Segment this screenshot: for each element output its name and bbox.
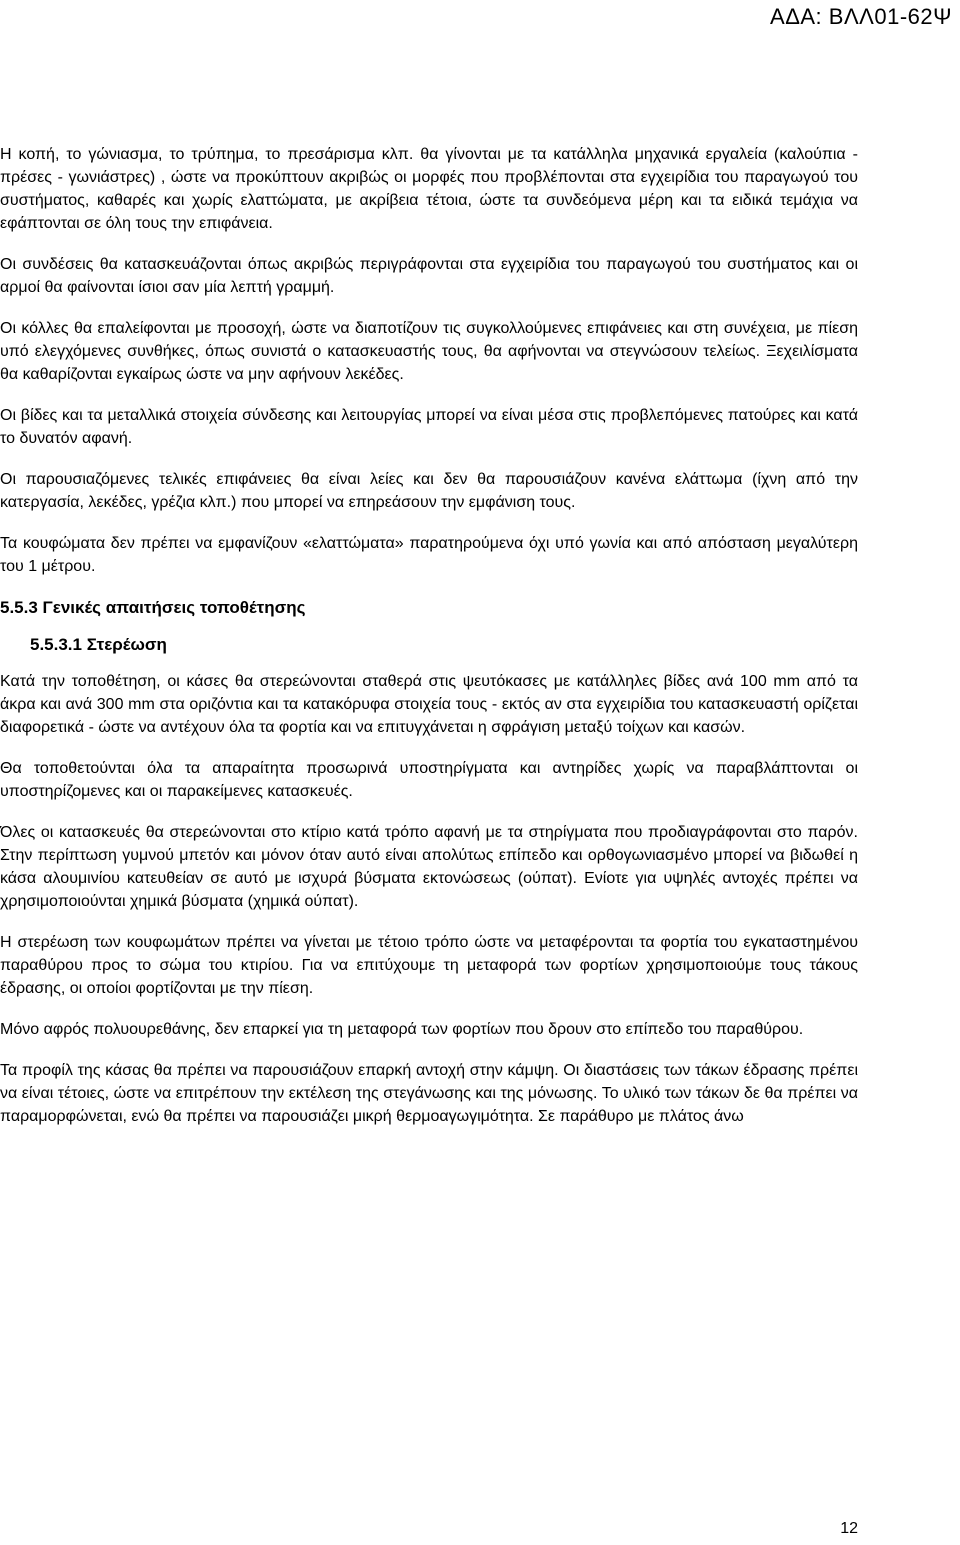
- paragraph-cutting: Η κοπή, το γώνιασμα, το τρύπημα, το πρεσάρισμα κλπ. θα γίνονται με τα κατάλληλα μηχανικά εργαλεία (καλούπια - πρέσες - γωνιάστρες) , ώστε να προκύπτουν ακριβώς οι μορφές που προβλέπονται στα εγχειρίδια του παραγωγού του συστήματος, καθαρές και χωρίς ελαττώματα, με ακρίβεια τέτοια, ώστε τα συνδεόμενα μέρη και τα ειδικά τεμάχια να εφάπτονται σε όλη τους την επιφάνεια.: [0, 146, 858, 232]
- paragraph-defects: Τα κουφώματα δεν πρέπει να εμφανίζουν «ελαττώματα» παρατηρούμενα όχι υπό γωνία και από απόσταση μεγαλύτερη του 1 μέτρου.: [0, 535, 858, 575]
- document-body: [0, 143, 858, 1146]
- paragraph-surfaces: Οι παρουσιαζόμενες τελικές επιφάνειες θα είναι λείες και δεν θα παρουσιάζουν κανένα ελάττωμα (ίχνη από την κατεργασία, λεκέδες, γρέζια κλπ.) που μπορεί να επηρεάσουν την εμφάνιση τους.: [0, 471, 858, 511]
- paragraph-screws: Οι βίδες και τα μεταλλικά στοιχεία σύνδεσης και λειτουργίας μπορεί να είναι μέσα στις προβλεπόμενες πατούρες και κατά το δυνατόν αφανή.: [0, 407, 858, 447]
- page-number: 12: [840, 1520, 858, 1537]
- paragraph-adhesives: Οι κόλλες θα επαλείφονται με προσοχή, ώστε να διαποτίζουν τις συγκολλούμενες επιφάνειες και στη συνέχεια, με πίεση υπό ελεγχόμενες συνθήκες, όπως συνιστά ο κατασκευαστής τους, θα αφήνονται να στεγνώσουν τελείως. Ξεχειλίσματα θα καθαρίζονται εγκαίρως ώστε να μην αφήνουν λεκέδες.: [0, 320, 858, 383]
- subsection-heading: 5.5.3.1 Στερέωση: [30, 635, 167, 654]
- paragraph-profiles: Τα προφίλ της κάσας θα πρέπει να παρουσιάζουν επαρκή αντοχή στην κάμψη. Οι διαστάσεις των τάκων έδρασης πρέπει να είναι τέτοιες, ώστε να επιτρέπουν την εκτέλεση της στεγάνωσης και της μόνωσης. Το υλικό των τάκων δε θα πρέπει να παραμορφώνεται, ενώ θα πρέπει να παρουσιάζει μικρή θερμοαγωγιμότητα. Σε παράθυρο με πλάτος άνω: [0, 1062, 858, 1125]
- paragraph-joints: Οι συνδέσεις θα κατασκευάζονται όπως ακριβώς περιγράφονται στα εγχειρίδια του παραγωγού του συστήματος και οι αρμοί θα φαίνονται ίσιοι σαν μία λεπτή γραμμή.: [0, 256, 858, 296]
- paragraph-foam: Μόνο αφρός πολυουρεθάνης, δεν επαρκεί για τη μεταφορά των φορτίων που δρουν στο επίπεδο του παραθύρου.: [0, 1021, 804, 1038]
- document-header-code: ΑΔΑ: ΒΛΛ01-62Ψ: [770, 4, 952, 29]
- paragraph-fixing: Κατά την τοποθέτηση, οι κάσες θα στερεώνονται σταθερά στις ψευτόκασες με κατάλληλες βίδες ανά 100 mm από τα άκρα και ανά 300 mm στα οριζόντια και τα κατακόρυφα στοιχεία τους - εκτός αν στα εγχειρίδια του κατασκευαστή ορίζεται διαφορετικά - ώστε να αντέχουν όλα τα φορτία και να επιτυγχάνεται η σφράγιση μεταξύ τοίχων και κασών.: [0, 673, 858, 736]
- paragraph-load-transfer: Η στερέωση των κουφωμάτων πρέπει να γίνεται με τέτοιο τρόπο ώστε να μεταφέρονται τα φορτία του εγκαταστημένου παραθύρου προς το σώμα του κτιρίου. Για να επιτύχουμε τη μεταφορά των φορτίων χρησιμοποιούμε τους τάκους έδρασης, οι οποίοι φορτίζονται με την πίεση.: [0, 934, 858, 997]
- section-heading: 5.5.3 Γενικές απαιτήσεις τοποθέτησης: [0, 598, 306, 617]
- paragraph-anchoring: Όλες οι κατασκευές θα στερεώνονται στο κτίριο κατά τρόπο αφανή με τα στηρίγματα που προδιαγράφονται στο παρόν. Στην περίπτωση γυμνού μπετόν και μόνον όταν αυτό είναι απολύτως επίπεδο και ορθογωνιασμένο μπορεί να βιδωθεί η κάσα αλουμινίου κατευθείαν σε αυτό με ισχυρά βύσματα εκτονώσεως (ούπατ). Ενίοτε για υψηλές αντοχές πρέπει να χρησιμοποιούνται χημικά βύσματα (χημικά ούπατ).: [0, 824, 858, 910]
- paragraph-temporary-supports: Θα τοποθετούνται όλα τα απαραίτητα προσωρινά υποστηρίγματα και αντηρίδες χωρίς να παραβλάπτονται οι υποστηρίζομενες και οι παρακείμενες κατασκευές.: [0, 760, 858, 800]
